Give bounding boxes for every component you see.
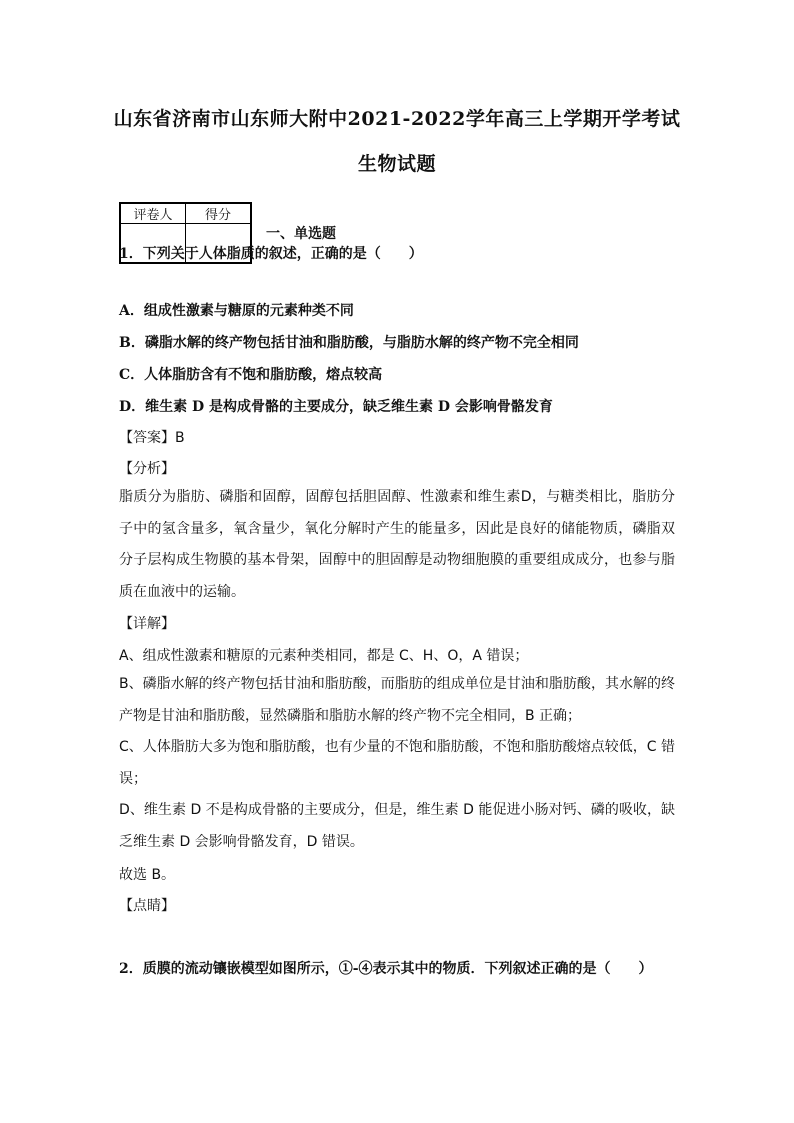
answer-line: 【答案】B bbox=[119, 430, 185, 446]
question-1-stem: 1．下列关于人体脂质的叙述，正确的是（ ） bbox=[119, 246, 423, 262]
question-1-option-b: B．磷脂水解的终产物包括甘油和脂肪酸，与脂肪水解的终产物不完全相同 bbox=[119, 335, 579, 351]
detail-c: C、人体脂肪大多为饱和脂肪酸，也有少量的不饱和脂肪酸，不饱和脂肪酸熔点较低，C 错误； bbox=[119, 739, 675, 787]
document-subtitle: 生物试题 bbox=[357, 153, 436, 175]
score-header: 得分 bbox=[186, 203, 252, 224]
detail-a: A、组成性激素和糖原的元素种类相同，都是 C、H、O，A 错误； bbox=[119, 648, 529, 664]
choice-line: 故选 B。 bbox=[119, 867, 176, 883]
detail-label: 【详解】 bbox=[119, 616, 175, 632]
detail-b: B、磷脂水解的终产物包括甘油和脂肪酸，而脂肪的组成单位是甘油和脂肪酸，其水解的终产物是甘油和脂肪酸，显然磷脂和脂肪水解的终产物不完全相同，B 正确； bbox=[119, 676, 675, 724]
analysis-label: 【分析】 bbox=[119, 461, 175, 477]
document-title: 山东省济南市山东师大附中2021-2022学年高三上学期开学考试 bbox=[113, 108, 681, 130]
detail-d: D、维生素 D 不是构成骨骼的主要成分，但是，维生素 D 能促进小肠对钙、磷的吸收，缺乏维生素 D 会影响骨骼发育，D 错误。 bbox=[119, 802, 675, 850]
question-1-option-d: D．维生素 D 是构成骨骼的主要成分，缺乏维生素 D 会影响骨骼发育 bbox=[119, 399, 553, 415]
question-1-option-c: C．人体脂肪含有不饱和脂肪酸，熔点较高 bbox=[119, 367, 383, 383]
comment-label: 【点睛】 bbox=[119, 898, 175, 914]
section-heading: 一、单选题 bbox=[266, 226, 336, 242]
grader-header: 评卷人 bbox=[120, 203, 186, 224]
question-2-stem: 2．质膜的流动镶嵌模型如图所示，①-④表示其中的物质．下列叙述正确的是（ ） bbox=[119, 961, 653, 977]
question-1-option-a: A．组成性激素与糖原的元素种类不同 bbox=[119, 303, 354, 319]
analysis-text: 脂质分为脂肪、磷脂和固醇，固醇包括胆固醇、性激素和维生素D，与糖类相比，脂肪分子中的氢含量多，氧含量少，氧化分解时产生的能量多，因此是良好的储能物质，磷脂双分子层构成生物膜的基本骨架，固醇中的胆固醇是动物细胞膜的重要组成成分，也参与脂质在血液中的运输。 bbox=[119, 489, 675, 600]
